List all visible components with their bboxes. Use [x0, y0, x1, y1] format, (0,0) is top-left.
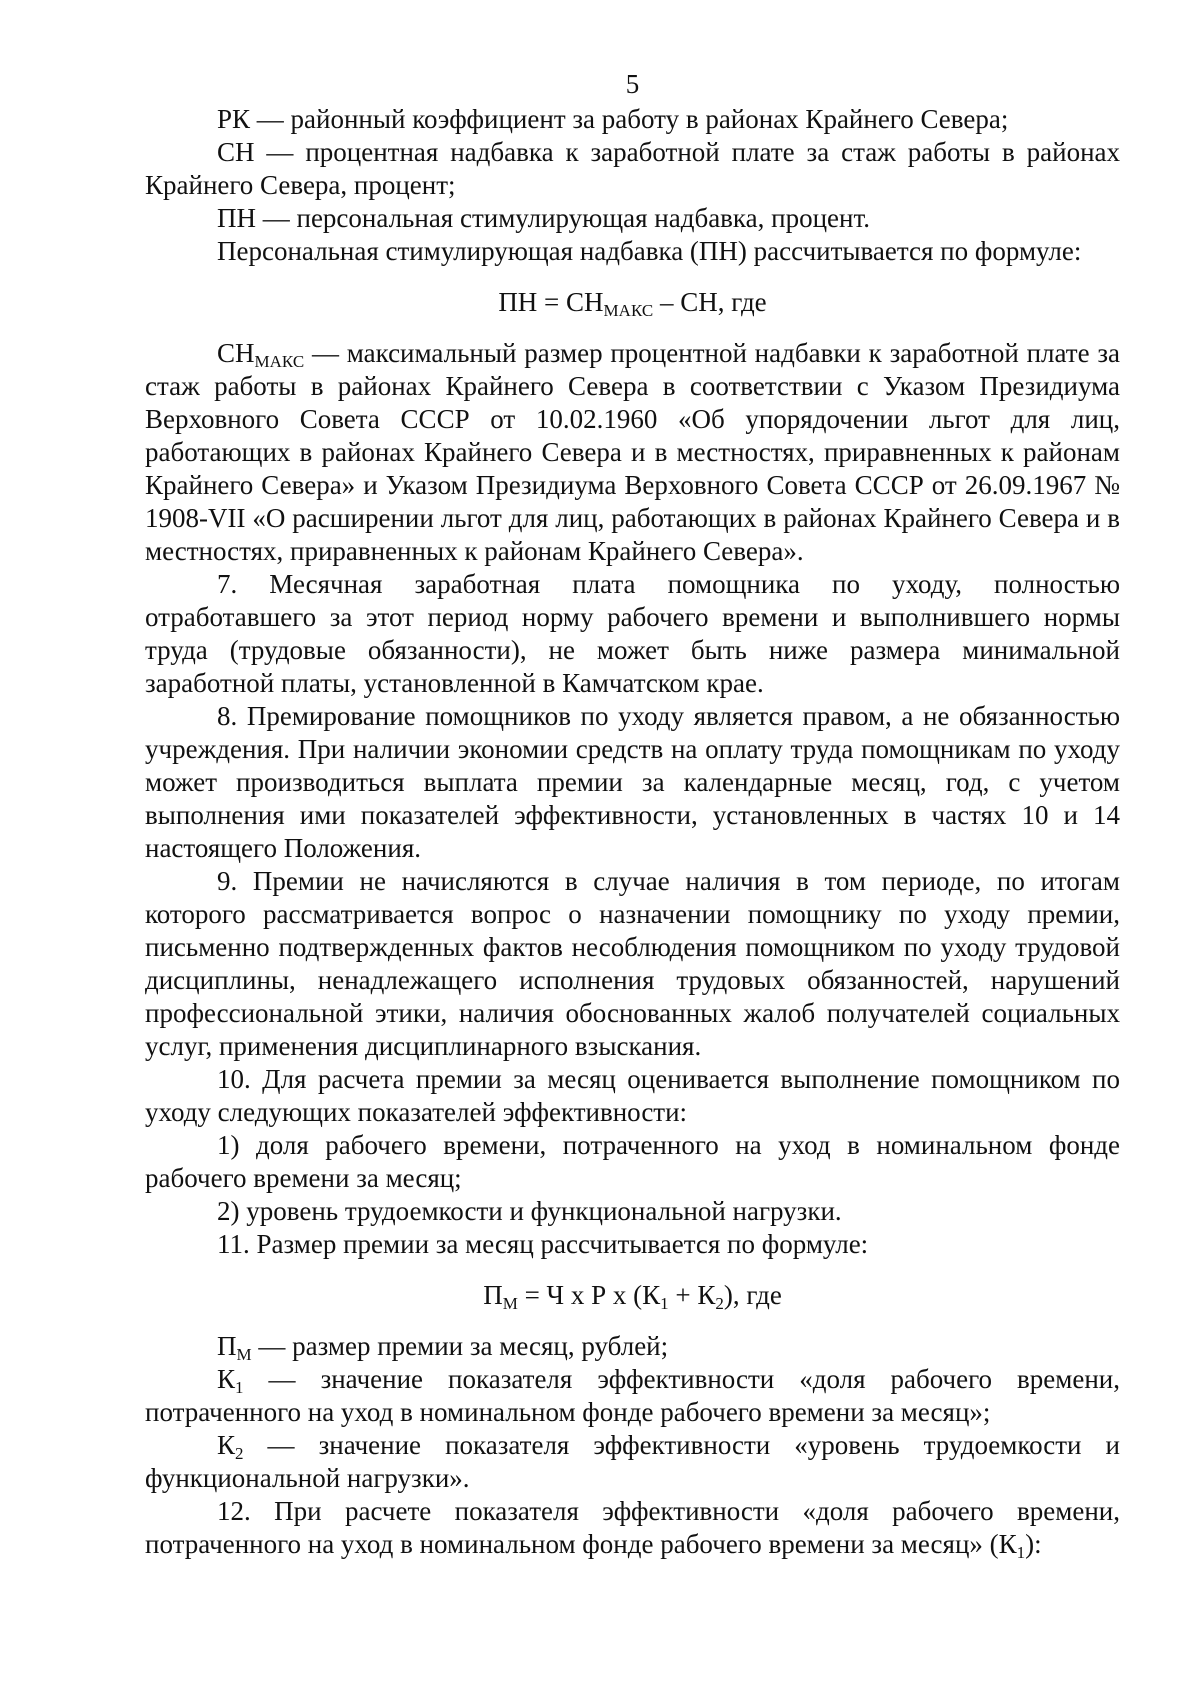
formula-pn [145, 286, 1120, 319]
formula-k2-sub: 2 [715, 1294, 724, 1313]
formula-k1-sub: 1 [660, 1294, 669, 1313]
p12-sub: 1 [1016, 1543, 1026, 1562]
paragraph-7: 7. Месячная заработная плата помощника по уходу, полностью отработавшего за этот период норму рабочего времени и выполнившего нормы труда (трудовые обязанности), не может быть ниже размера минимальной заработной платы, установленной в Камчатском крае. [145, 569, 1120, 698]
paragraph-pn: ПН — персональная стимулирующая надбавка, процент. [217, 203, 870, 233]
definition-k1 [145, 1363, 1120, 1429]
paragraph-12 [145, 1495, 1120, 1561]
formula-p-sub: М [502, 1294, 518, 1313]
paragraph-10: 10. Для расчета премии за месяц оценивается выполнение помощником по уходу следующих показателей эффективности: [145, 1064, 1120, 1127]
paragraph-snmax-definition [145, 337, 1120, 568]
paragraph-11: 11. Размер премии за месяц рассчитывается по формуле: [217, 1229, 869, 1259]
snmax-term: СН [217, 338, 255, 368]
formula-pn-sub: МАКС [603, 301, 654, 320]
paragraph-9: 9. Премии не начисляются в случае наличия в том периоде, по итогам которого рассматривается вопрос о назначении помощнику по уходу премии, письменно подтвержденных фактов несоблюдения помощником по уходу трудовой дисциплины, ненадлежащего исполнения трудовых обязанностей, нарушений профессиональной этики, наличия обоснованных жалоб получателей социальных услуг, применения дисциплинарного взыскания. [145, 866, 1120, 1061]
definition-pm [145, 1330, 1120, 1363]
formula-pn-right: – СН, где [653, 287, 767, 317]
pm-term: П [217, 1331, 237, 1361]
p12-text: 12. При расчете показателя эффективности «доля рабочего времени, потраченного на уход в номинальном фонде рабочего времени за месяц» (К [145, 1496, 1120, 1559]
definition-k2 [145, 1429, 1120, 1495]
formula-end: ), где [723, 1280, 782, 1310]
paragraph-sn: СН — процентная надбавка к заработной плате за стаж работы в районах Крайнего Севера, процент; [145, 137, 1120, 200]
k1-text: — значение показателя эффективности «доля рабочего времени, потраченного на уход в номинальном фонде рабочего времени за месяц»; [145, 1364, 1120, 1427]
k2-sub: 2 [235, 1444, 244, 1463]
formula-plus: + К [668, 1280, 716, 1310]
pm-sub: М [236, 1345, 252, 1364]
paragraph-10-2: 2) уровень трудоемкости и функциональной нагрузки. [217, 1196, 842, 1226]
pm-text: — размер премии за месяц, рублей; [251, 1331, 669, 1361]
p12-end: ): [1025, 1529, 1042, 1559]
paragraph-pn-formula-intro: Персональная стимулирующая надбавка (ПН) рассчитывается по формуле: [217, 236, 1082, 266]
formula-premium [145, 1279, 1120, 1312]
paragraph-10-1: 1) доля рабочего времени, потраченного на уход в номинальном фонде рабочего времени за месяц; [145, 1130, 1120, 1193]
formula-p: П [483, 1280, 503, 1310]
paragraph-8: 8. Премирование помощников по уходу является правом, а не обязанностью учреждения. При наличии экономии средств на оплату труда помощникам по уходу может производиться выплата премии за календарные месяц, год, с учетом выполнения ими показателей эффективности, установленных в частях 10 и 14 настоящего Положения. [145, 701, 1120, 863]
k2-term: К [217, 1430, 236, 1460]
k1-sub: 1 [235, 1378, 244, 1397]
page-number: 5 [625, 69, 640, 99]
k2-text: — значение показателя эффективности «уровень трудоемкости и функциональной нагрузки». [145, 1430, 1120, 1493]
snmax-sub: МАКС [254, 352, 305, 371]
snmax-text: — максимальный размер процентной надбавки к заработной плате за стаж работы в районах Крайнего Севера в соответствии с Указом Президиума Верховного Совета СССР от 10.02.1960 «Об упорядочении льгот для лиц, работающих в районах Крайнего Севера и в местностях, приравненных к районам Крайнего Севера» и Указом Президиума Верховного Совета СССР от 26.09.1967 № 1908-VII «О расширении льгот для лиц, работающих в районах Крайнего Севера и в местностях, приравненных к районам Крайнего Севера». [145, 338, 1120, 566]
formula-pn-left: ПН = СН [498, 287, 604, 317]
formula-mid: = Ч х Р х (К [517, 1280, 661, 1310]
k1-term: К [217, 1364, 236, 1394]
paragraph-rk: РК — районный коэффициент за работу в районах Крайнего Севера; [217, 104, 1009, 134]
